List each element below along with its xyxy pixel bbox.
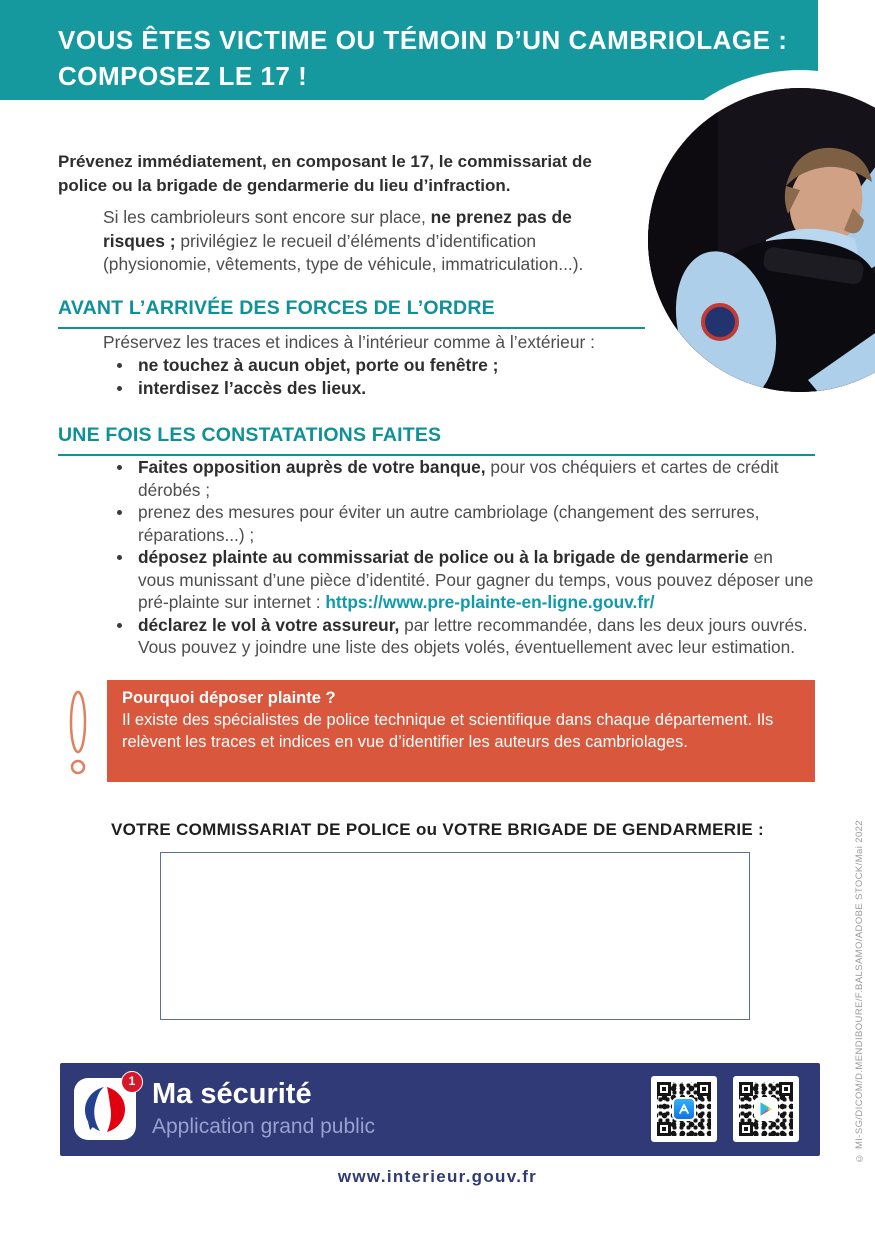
notification-badge: 1: [121, 1071, 143, 1093]
list-item-text: interdisez l’accès des lieux.: [138, 378, 367, 398]
station-write-in-box: [160, 852, 750, 1020]
bullet-icon: [117, 555, 122, 560]
list-item-text: ne touchez à aucun objet, porte ou fenêtre ;: [138, 355, 499, 375]
bullet-icon: [117, 386, 122, 391]
list-item-text: déclarez le vol à votre assureur, par lettre recommandée, dans les deux jours ouvrés. Vous pouvez y joindre une liste des objets volés, éventuellement avec leur estimation.: [138, 614, 808, 657]
bullet-icon: [117, 623, 122, 628]
app-name: Ma sécurité: [152, 1078, 312, 1110]
list-item: [117, 456, 814, 501]
page-title-line1: VOUS ÊTES VICTIME OU TÉMOIN D’UN CAMBRIOLAGE :: [58, 25, 788, 55]
ma-securite-app-icon: [74, 1074, 136, 1140]
exclamation-icon: [64, 690, 92, 778]
bullet-icon: [117, 363, 122, 368]
googleplay-qr-code: [733, 1076, 799, 1142]
pre-plainte-link[interactable]: https://www.pre-plainte-en-ligne.gouv.fr/: [325, 592, 655, 612]
station-label: VOTRE COMMISSARIAT DE POLICE ou VOTRE BRIGADE DE GENDARMERIE :: [111, 820, 764, 839]
page-title: [58, 22, 787, 94]
section2-list: [117, 456, 814, 659]
page-title-line2: COMPOSEZ LE 17 !: [58, 61, 308, 91]
bullet-icon: [117, 465, 122, 470]
section-title-avant-arrivee: AVANT L’ARRIVÉE DES FORCES DE L’ORDRE: [58, 297, 645, 329]
qr-finder: [697, 1082, 711, 1096]
qr-finder: [779, 1082, 793, 1096]
list-item: [117, 546, 814, 614]
list-item: [117, 377, 677, 400]
qr-finder: [657, 1082, 671, 1096]
list-item-text: déposez plainte au commissariat de police ou à la brigade de gendarmerie en vous munissant d’une pièce d’identité. Pour gagner du temps, vous pouvez déposer une pré-plainte sur internet : https://www.pre-plainte-en-ligne.gouv.fr/: [138, 547, 814, 612]
section1-lead: Préservez les traces et indices à l’intérieur comme à l’extérieur :: [103, 332, 595, 352]
qr-finder: [657, 1122, 671, 1136]
app-banner: [60, 1063, 820, 1156]
googleplay-icon: [756, 1099, 776, 1119]
section-title-constatations: UNE FOIS LES CONSTATATIONS FAITES: [58, 424, 815, 456]
appstore-icon: [674, 1099, 694, 1119]
list-item: [117, 501, 814, 546]
list-item-text: Faites opposition auprès de votre banque, pour vos chéquiers et cartes de crédit dérobés ;: [138, 457, 779, 500]
footer-url[interactable]: www.interieur.gouv.fr: [337, 1167, 538, 1186]
callout-body: Il existe des spécialistes de police technique et scientifique dans chaque département. Ils relèvent les traces et indices en vue d’identifier les auteurs des cambriolages.: [122, 710, 774, 751]
qr-finder: [739, 1122, 753, 1136]
app-subtitle: Application grand public: [152, 1115, 375, 1138]
list-item: [117, 614, 814, 659]
callout-box: [107, 680, 815, 782]
qr-finder: [739, 1082, 753, 1096]
section1-list: [117, 354, 677, 400]
header-banner: [0, 0, 818, 100]
callout-title: Pourquoi déposer plainte ?: [122, 689, 336, 707]
appstore-qr-code: [651, 1076, 717, 1142]
list-item-text: prenez des mesures pour éviter un autre cambriolage (changement des serrures, réparations...) ;: [138, 502, 760, 545]
advice-paragraph: Si les cambrioleurs sont encore sur place, ne prenez pas de risques ; privilégiez le recueil d’éléments d’identification (physionomie, vêtements, type de véhicule, immatriculation...).: [103, 207, 584, 275]
bullet-icon: [117, 510, 122, 515]
list-item: [117, 354, 677, 377]
photo-credits: © MI-SG/DICOM/D.MENDIBOURE/F.BALSAMO/ADOBE STOCK/Mai 2022: [854, 819, 865, 1163]
intro-paragraph: Prévenez immédiatement, en composant le 17, le commissariat de police ou la brigade de gendarmerie du lieu d’infraction.: [58, 152, 592, 195]
